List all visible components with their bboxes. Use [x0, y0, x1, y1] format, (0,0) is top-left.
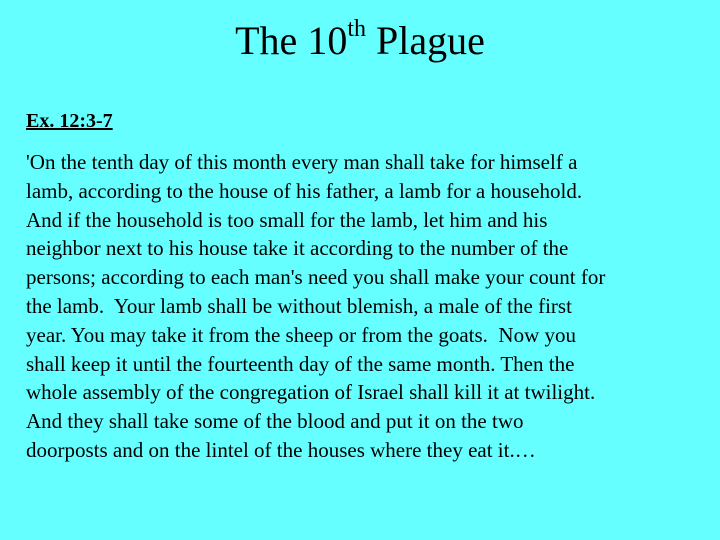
scripture-reference: Ex. 12:3-7 — [26, 110, 113, 132]
passage-line: neighbor next to his house take it according to the number of the — [26, 236, 569, 261]
passage-line: the lamb. Your lamb shall be without blemish, a male of the first — [26, 293, 572, 318]
passage-line: shall keep it until the fourteenth day of the same month. Then the — [26, 351, 575, 376]
slide-title-end: Plague — [365, 18, 485, 63]
slide-title — [0, 16, 720, 66]
passage-line: year. You may take it from the sheep or from the goats. Now you — [26, 322, 576, 347]
passage-line: And they shall take some of the blood and put it on the two — [26, 409, 524, 434]
passage-line: lamb, according to the house of his father, a lamb for a household. — [26, 178, 583, 203]
passage-line: 'On the tenth day of this month every man shall take for himself a — [26, 150, 578, 174]
passage-line: doorposts and on the lintel of the houses where they eat it.… — [26, 437, 536, 462]
slide-title-main: The 10 — [235, 18, 348, 63]
passage-line: And if the household is too small for the lamb, let him and his — [26, 207, 548, 232]
scripture-passage — [26, 148, 698, 465]
slide-title-superscript: th — [347, 15, 366, 42]
passage-line: persons; according to each man's need you shall make your count for — [26, 265, 606, 290]
passage-line: whole assembly of the congregation of Israel shall kill it at twilight. — [26, 380, 596, 405]
